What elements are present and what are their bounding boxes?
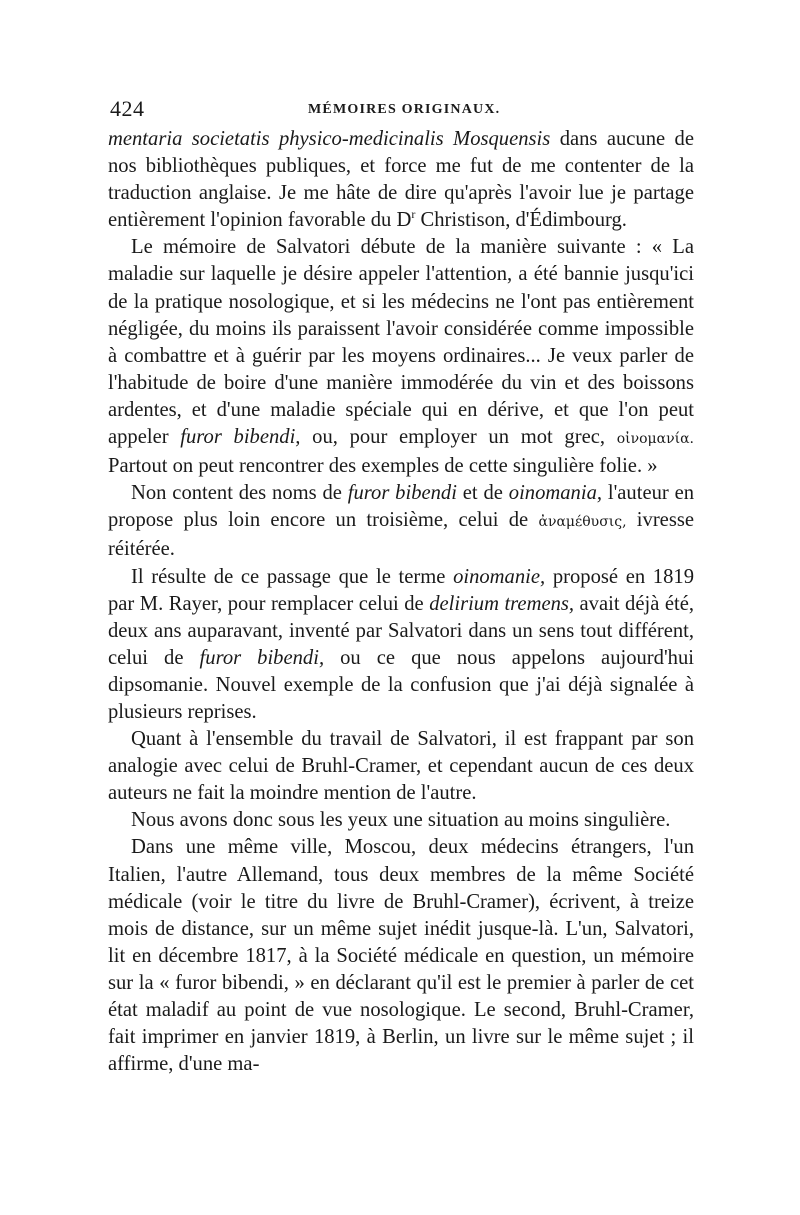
paragraph-7: Dans une même ville, Moscou, deux médecins étrangers, l'un Italien, l'autre Allemand, tous deux membres de la même Société médicale (voir le titre du livre de Bruhl-Cramer), écrivent, à treize mois de distance, sur un même sujet inédit jusque-là. L'un, Salvatori, lit en décembre 1817, à la Société médicale en question, un mémoire sur la « furor bibendi, » en déclarant qu'il est le premier à parler de cet état maladif au point de vue nosologique. Le second, Bruhl-Cramer, fait imprimer en janvier 1819, à Berlin, un livre sur le même sujet ; il affirme, d'une ma- bbox=[108, 836, 694, 1076]
furor-bibendi-term: furor bibendi, bbox=[199, 646, 325, 669]
paragraph-3-text-c: l'auteur en propose plus loin encore un troisième, celui de bbox=[108, 482, 695, 532]
delirium-tremens-term: delirium tremens, bbox=[429, 592, 575, 615]
paragraph-5: Quant à l'ensemble du travail de Salvatori, il est frappant par son analogie avec celui de Bruhl-Cramer, et cependant aucun de ces deux auteurs ne fait la moindre mention de l'autre. bbox=[108, 728, 694, 805]
paragraph-4-text-b: proposé en 1819 par M. Rayer, pour remplacer celui de bbox=[108, 565, 694, 615]
paragraph-4-text-a: Il résulte de ce passage que le terme bbox=[131, 565, 454, 588]
oinomanie-term: oinomanie, bbox=[453, 565, 546, 588]
doctor-superscript: r bbox=[411, 207, 416, 222]
paragraph-4-text-d: ou ce que nous appelons aujourd'hui dipsomanie. Nouvel exemple de la confusion que j'ai déjà signalée à plusieurs reprises. bbox=[108, 646, 694, 723]
paragraph-2-text-c: Partout on peut rencontrer des exemples de cette singulière folie. » bbox=[108, 455, 658, 478]
paragraph-1-end: Christison, d'Édimbourg. bbox=[415, 209, 627, 232]
greek-word-oinomania: οἰνομανία. bbox=[616, 431, 695, 448]
paragraph-2-text-b: ou, pour employer un mot grec, bbox=[300, 426, 617, 449]
greek-word-anamethysis: ἀναμέθυσις, bbox=[538, 514, 627, 531]
paragraph-1-text: dans aucune de nos bibliothèques publiques, et force me fut de me contenter de la traduction anglaise. Je me hâte de dire qu'après l'avoir lue je partage entièrement l'opinion favorable du D bbox=[108, 128, 694, 232]
latin-title: mentaria societatis physico-medicinalis Mosquensis bbox=[108, 128, 551, 150]
running-head: MÉMOIRES ORIGINAUX. bbox=[308, 102, 501, 117]
paragraph-3 bbox=[108, 480, 694, 563]
paragraph-3-text-b: et de bbox=[456, 482, 509, 505]
paragraph-2-text-a: Le mémoire de Salvatori débute de la manière suivante : « La maladie sur laquelle je désire appeler l'attention, a été bannie jusqu'ici de la pratique nosologique, et si les médecins ne l'ont pas entièrement négligée, du moins ils paraissent l'avoir considérée comme impossible à combattre et à guérir par les moyens ordinaires... Je veux parler de l'habitude de boire d'une manière immodérée du vin et des boissons ardentes, et d'une maladie spéciale qui en dérive, et que l'on peut appeler bbox=[108, 236, 694, 449]
page-header bbox=[108, 96, 694, 126]
furor-bibendi-term: furor bibendi bbox=[347, 482, 457, 505]
page bbox=[108, 96, 694, 1078]
paragraph-3-text-a: Non content des noms de bbox=[131, 482, 348, 505]
body-text bbox=[108, 126, 694, 1078]
page-number: 424 bbox=[110, 96, 145, 121]
paragraph-4 bbox=[108, 564, 694, 727]
furor-bibendi-term: furor bibendi, bbox=[180, 426, 301, 449]
paragraph-3-text-d: ivresse réitérée. bbox=[108, 509, 694, 561]
paragraph-6: Nous avons donc sous les yeux une situation au moins singulière. bbox=[131, 809, 671, 832]
oinomania-term: oinomania, bbox=[508, 482, 603, 505]
paragraph-4-text-c: avait déjà été, deux ans auparavant, inventé par Salvatori dans un sens tout différent, celui de bbox=[108, 592, 694, 669]
paragraph-1 bbox=[108, 126, 694, 234]
paragraph-2 bbox=[108, 234, 694, 480]
